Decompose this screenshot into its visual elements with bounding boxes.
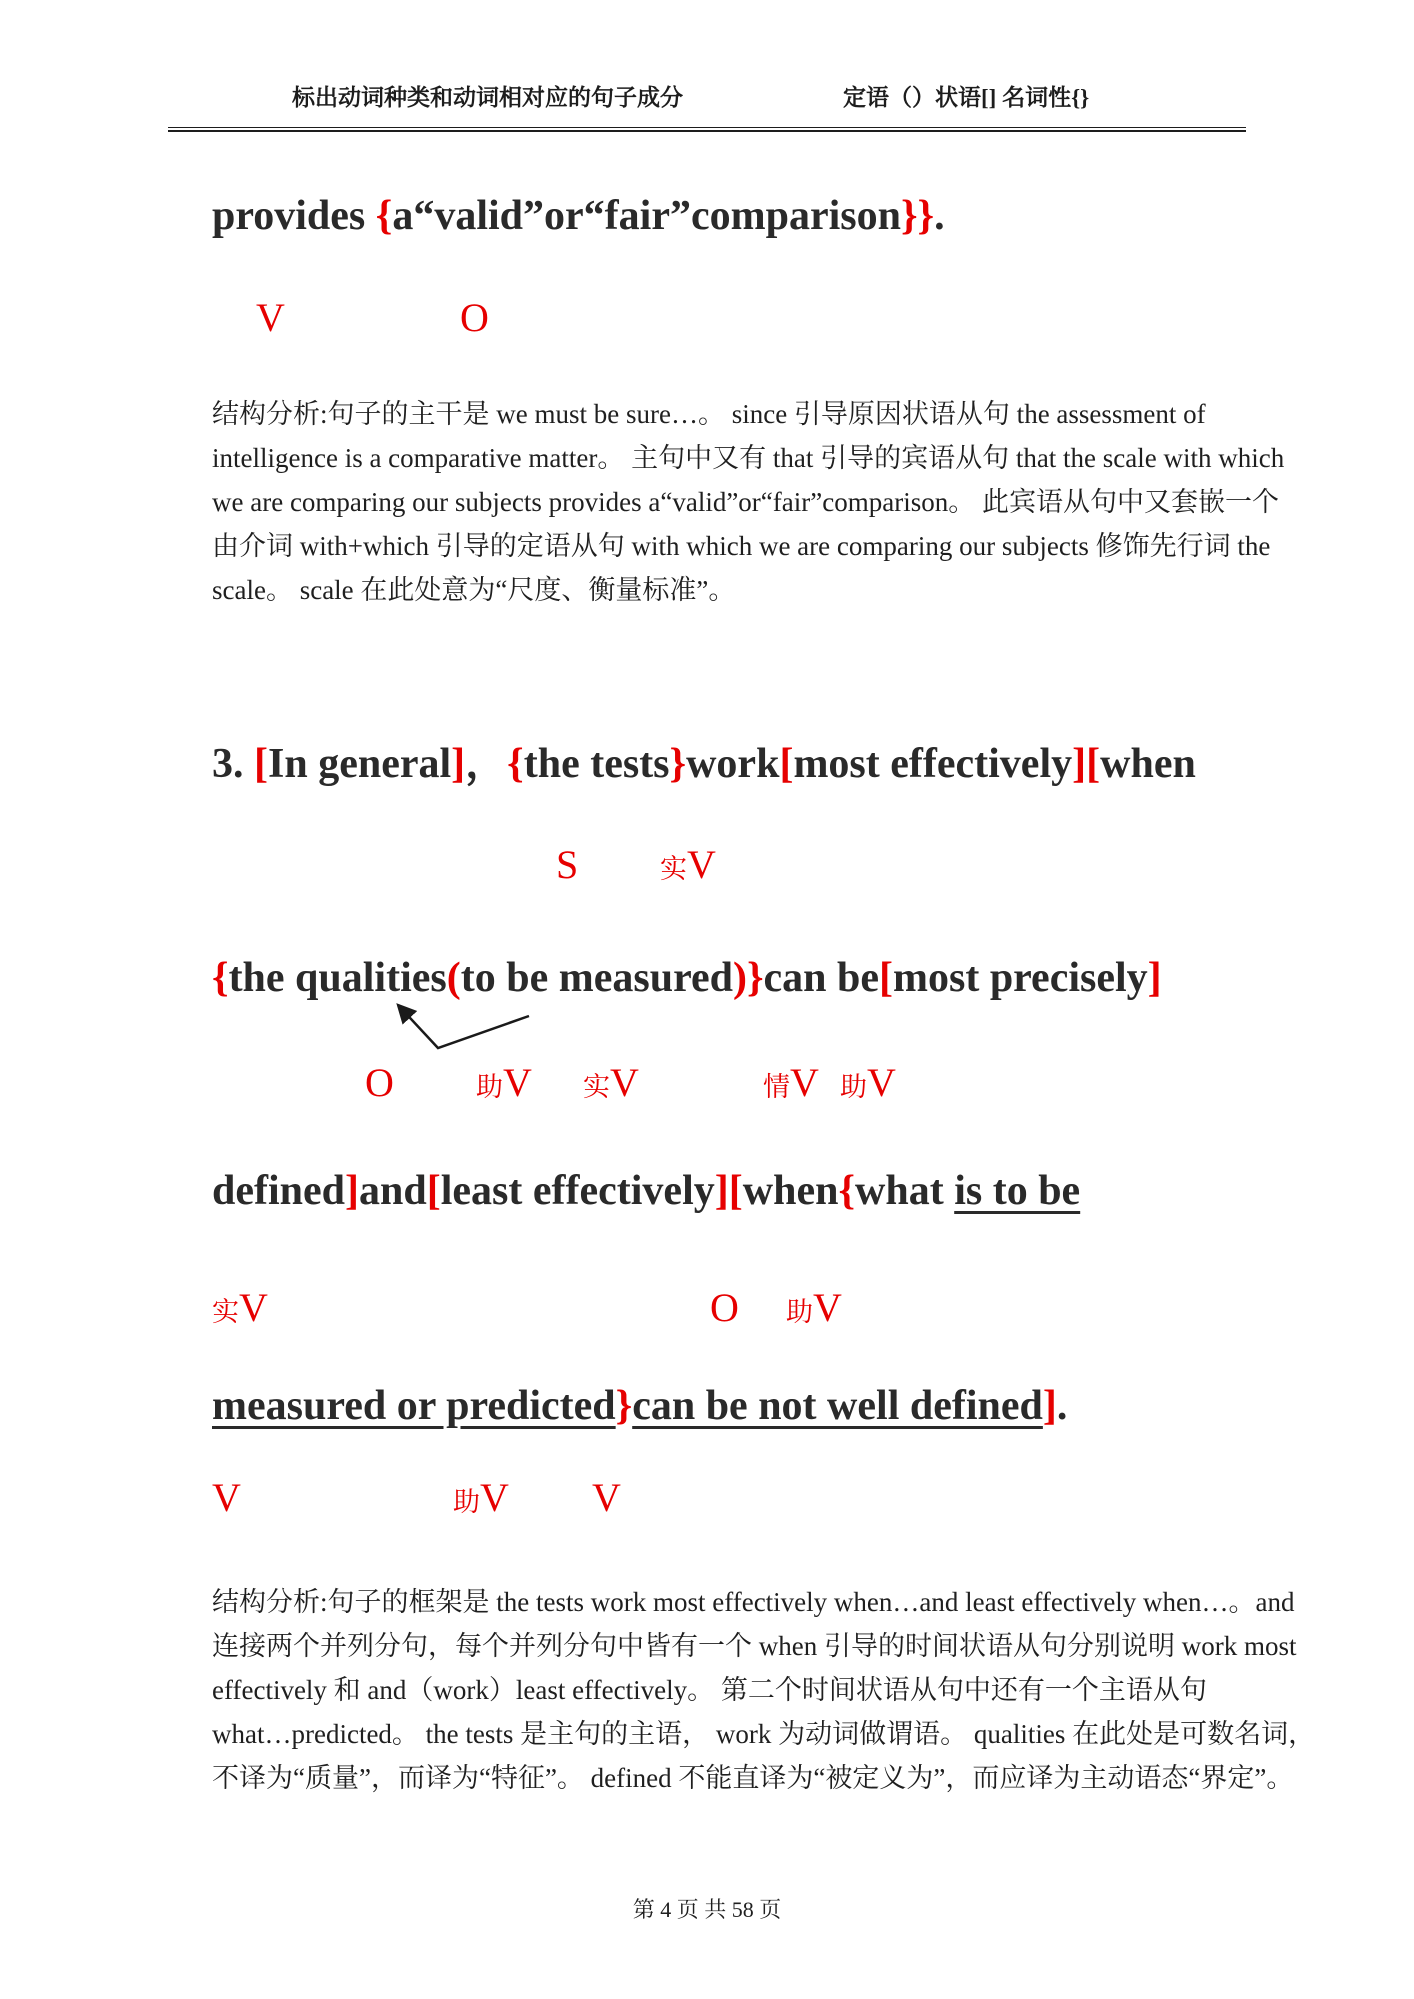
grammar-bracket: ] [1042,1383,1057,1429]
label-auxiliary-verb [453,1475,509,1520]
grammar-bracket: } [615,1383,633,1429]
sentence3-heading-line2 [212,950,1162,1006]
sentence-text: most effectively [793,741,1073,787]
analysis-line: intelligence is a comparative matter。 主句中又有 that 引导的宾语从句 that the scale with which [212,443,1285,473]
grammar-bracket: { [212,955,229,1001]
label-notional-prefix: 实 [212,1297,239,1327]
label-verb: V [239,1285,268,1330]
label-object: O [365,1060,394,1105]
sentence-text: least effectively [440,1168,715,1214]
sentence3-heading-line4 [212,1378,1067,1434]
label-verb: V [592,1475,621,1520]
header-rule-thick [168,130,1246,132]
sentence-text: work [686,741,780,787]
analysis-line: 结构分析:句子的主干是 we must be sure…。 since 引导原因状语从句 the assessment of [212,399,1206,429]
label-verb: V [212,1475,241,1520]
label-verb: V [610,1060,639,1105]
sentence3-heading-line1 [212,736,1196,792]
sentence-text: when [742,1168,839,1214]
label-notional-prefix: 实 [583,1072,610,1102]
label-auxiliary-prefix: 助 [786,1297,813,1327]
sentence-text: a“valid”or“fair”comparison [392,193,901,239]
sentence-text: measured or predicted [212,1383,616,1429]
qualities-pointer-arrow [380,993,550,1055]
grammar-bracket: [ [426,1168,441,1214]
page-number: 第 4 页 共 58 页 [632,1897,782,1922]
grammar-bracket: ] [1147,955,1162,1001]
label-auxiliary-prefix: 助 [476,1072,503,1102]
label-verb: V [503,1060,532,1105]
sentence3-heading-line3 [212,1163,1080,1219]
label-verb: V [480,1475,509,1520]
sentence2-analysis [212,392,1285,612]
grammar-bracket: ] [714,1168,729,1214]
label-auxiliary-prefix: 助 [453,1487,480,1517]
analysis-line: effectively 和 and（work）least effectively。 第二个时间状语从句中还有一个主语从句 [212,1675,1207,1705]
header-left-title: 标出动词种类和动词相对应的句子成分 [292,85,683,110]
grammar-bracket: { [838,1168,856,1214]
analysis-line: 不译为“质量”，而译为“特征”。 defined 不能直译为“被定义为”，而应译为主动语态“界定”。 [212,1763,1294,1793]
label-subject: S [556,842,579,887]
analysis-line: 结构分析:句子的框架是 the tests work most effectively when…and least effectively when…。and [212,1587,1295,1617]
label-auxiliary-verb [476,1060,532,1105]
analysis-line: we are comparing our subjects provides a“valid”or“fair”comparison。 此宾语从句中又套嵌一个 [212,487,1279,517]
grammar-bracket: ] [345,1168,360,1214]
header-rule-thin [168,127,1246,128]
grammar-bracket: [ [728,1168,743,1214]
analysis-line: scale。 scale 在此处意为“尺度、衡量标准”。 [212,575,736,605]
grammar-bracket: [ [879,955,893,1001]
analysis-line: what…predicted。 the tests 是主句的主语， work 为动词做谓语。 qualities 在此处是可数名词， [212,1719,1316,1749]
label-modal-verb [763,1060,819,1105]
grammar-bracket: )} [732,955,764,1001]
sentence-text: . [934,193,945,239]
sentence-text: In general [268,741,452,787]
sentence2-heading [212,188,945,244]
sentence-text: 3. [212,741,254,787]
label-notional-verb [212,1285,268,1330]
label-notional-verb [660,842,716,887]
grammar-bracket: { [507,741,524,787]
sentence-text: provides [212,193,376,239]
sentence-text: most precisely [893,955,1148,1001]
sentence-text: the tests [523,741,670,787]
grammar-bracket: } [669,741,687,787]
sentence-text: defined [212,1168,346,1214]
label-verb: V [687,842,716,887]
sentence-text: . [1056,1383,1068,1429]
grammar-bracket: ] [451,741,466,787]
label-auxiliary-verb [840,1060,896,1105]
label-notional-prefix: 实 [660,854,687,884]
grammar-bracket: { [375,193,393,239]
label-modal-prefix: 情 [763,1072,790,1102]
sentence-text: ， [465,741,508,787]
grammar-bracket: ( [446,955,461,1001]
sentence-text: can be [763,955,879,1001]
grammar-bracket: }} [900,193,935,239]
header-right-legend: 定语（）状语[] 名词性{} [843,85,1090,110]
sentence3-analysis [212,1580,1316,1800]
sentence-text: is to be [954,1168,1081,1214]
sentence-text: when [1100,741,1196,787]
analysis-line: 由介词 with+which 引导的定语从句 with which we are comparing our subjects 修饰先行词 the [212,531,1271,561]
grammar-bracket: [ [254,741,268,787]
label-auxiliary-prefix: 助 [840,1072,867,1102]
grammar-bracket: ] [1072,741,1087,787]
label-notional-verb [583,1060,639,1105]
label-auxiliary-verb [786,1285,842,1330]
label-verb: V [813,1285,842,1330]
label-object: O [710,1285,739,1330]
sentence-text: and [359,1168,427,1214]
label-object: O [460,295,489,340]
sentence-text: to be measured [460,955,733,1001]
grammar-bracket: [ [779,741,794,787]
grammar-bracket: [ [1086,741,1101,787]
label-verb: V [790,1060,819,1105]
label-verb: V [256,295,285,340]
label-verb: V [867,1060,896,1105]
sentence-text: the qualities [228,955,447,1001]
analysis-line: 连接两个并列分句，每个并列分句中皆有一个 when 引导的时间状语从句分别说明 work most [212,1631,1297,1661]
sentence-text: can be not well defined [632,1383,1043,1429]
sentence-text: what [855,1168,955,1214]
